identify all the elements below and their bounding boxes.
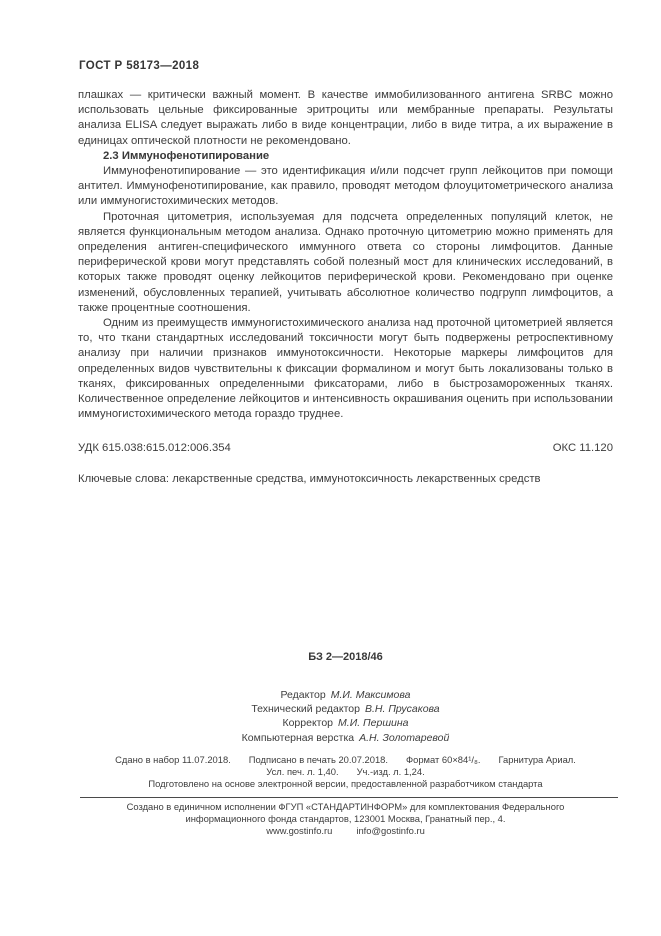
publisher-footer-block xyxy=(78,801,613,836)
print-imprint-line-1 xyxy=(78,754,613,766)
credit-line-corrector xyxy=(78,716,613,730)
credit-role: Технический редактор xyxy=(251,703,360,716)
publisher-line-1: Создано в единичном исполнении ФГУП «СТАНДАРТИНФОРМ» для комплектования Федерального xyxy=(126,801,565,812)
keywords-line: Ключевые слова: лекарственные средства, иммунотоксичность лекарственных средств xyxy=(78,473,541,485)
credit-name: В.Н. Прусакова xyxy=(364,703,440,716)
signed-to-print-date: Подписано в печать 20.07.2018. xyxy=(248,754,388,765)
credit-line-editor xyxy=(78,688,613,702)
publisher-line-2: информационного фонда стандартов, 123001 Москва, Гранатный пер., 4. xyxy=(185,812,506,824)
print-imprint-block xyxy=(78,754,613,790)
credit-line-technical-editor xyxy=(78,702,613,716)
publisher-sheets: Уч.-изд. л. 1,24. xyxy=(356,765,425,777)
credit-role: Компьютерная верстка xyxy=(241,731,355,744)
udk-code: УДК 615.038:615.012:006.354 xyxy=(78,442,231,454)
section-heading-2-3: 2.3 Иммунофенотипирование xyxy=(103,149,270,162)
editorial-credits-block xyxy=(78,688,613,745)
paragraph-continuation: плашках — критически важный момент. В качестве иммобилизованного антигена SRBC можно использовать цельные фиксированные эритроциты или мембранные препараты. Результаты анализа ELISA следует выражать либо в виде концентрации, либо в виде титра, а их выражение в единицах оптической плотности не рекомендовано. xyxy=(78,89,613,147)
classification-codes-row xyxy=(78,442,613,454)
credit-role: Корректор xyxy=(282,717,334,730)
format-spec: Формат 60×84¹/₈. xyxy=(406,754,481,765)
body-text-block xyxy=(78,88,613,422)
publisher-contacts-row xyxy=(78,825,613,837)
bz-edition-code: БЗ 2—2018/46 xyxy=(308,651,383,663)
credit-name: А.Н. Золотаревой xyxy=(359,731,450,744)
credit-name: М.И. Першина xyxy=(338,717,409,730)
conventional-sheets: Усл. печ. л. 1,40. xyxy=(266,765,339,777)
print-imprint-line-2 xyxy=(78,766,613,778)
oks-code: ОКС 11.120 xyxy=(552,442,613,454)
credit-line-layout xyxy=(78,731,613,745)
standard-number-header: ГОСТ Р 58173—2018 xyxy=(79,60,200,72)
paragraph-flow-cytometry: Проточная цитометрия, используемая для подсчета определенных популяций клеток, не является функциональным методом анализа. Однако проточную цитометрию можно применять для определения антиген-специфического иммунного ответа со стороны лимфоцитов. Данные периферической крови могут представлять собой полезный мост для клинических исследований, в которых также проводят оценку лейкоцитов периферической крови. Рекомендовано при оценке изменений, обусловленных терапией, учитывать абсолютное количество подгрупп лимфоцитов, а также процентные соотношения. xyxy=(78,210,613,314)
typeface-spec: Гарнитура Ариал. xyxy=(498,754,576,765)
credit-name: М.И. Максимова xyxy=(330,689,411,701)
paragraph-immunophenotyping: Иммунофенотипирование — это идентификация и/или подсчет групп лейкоцитов при помощи антител. Иммунофенотипирование, как правило, проводят методом флоуцитометрического анализа или иммуногистохимических методов. xyxy=(78,165,613,208)
paragraph-immunohistochemistry: Одним из преимуществ иммуногистохимического анализа над проточной цитометрией является то, что ткани стандартных исследований токсичности могут быть подвержены ретроспективному анализу при наличии признаков иммунотоксичности. Некоторые маркеры лимфоцитов для определенных видов чувствительны к фиксации формалином и могут быть локализованы только в тканях, фиксированных определенными фиксаторами, либо в быстрозамороженных тканях. Количественное определение лейкоцитов и интенсивность окрашивания оценить при использовании иммуногистохимического метода гораздо труднее. xyxy=(78,317,613,421)
publisher-website: www.gostinfo.ru xyxy=(266,824,333,836)
footer-divider xyxy=(80,797,618,798)
publisher-email: info@gostinfo.ru xyxy=(356,824,425,836)
credit-role: Редактор xyxy=(280,689,326,701)
typeset-date: Сдано в набор 11.07.2018. xyxy=(115,754,231,765)
print-imprint-line-3: Подготовлено на основе электронной версии, предоставленной разработчиком стандарта xyxy=(148,777,543,789)
